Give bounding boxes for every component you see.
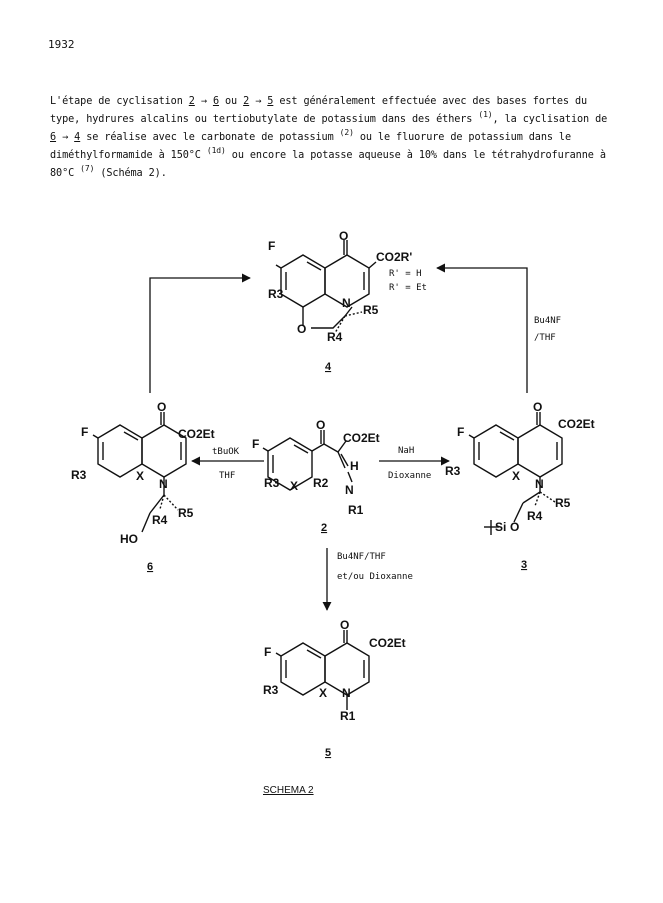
text-run: se réalise avec le carbonate de potassium — [80, 132, 340, 143]
text-run: ou — [218, 96, 244, 107]
reagent-label: THF — [219, 471, 236, 481]
r-prime-option: R' = Et — [389, 283, 427, 293]
atom-label: N — [345, 483, 354, 497]
atom-label: R3 — [264, 476, 280, 490]
atom-label: CO2Et — [178, 427, 215, 441]
arrow-3-to-4 — [437, 268, 527, 393]
atom-label: X — [290, 479, 299, 493]
atom-label: HO — [120, 532, 138, 546]
text-run: est généralement effectuée avec des bases fortes du type, hydrures alcalins ou tertiobutylate de potassium dans des éthers — [50, 96, 588, 125]
atom-label: O — [297, 322, 307, 336]
reagent-label: /THF — [534, 333, 556, 343]
atom-label: R3 — [268, 287, 284, 301]
compound-ref: 6 — [50, 132, 57, 143]
atom-label: R4 — [327, 330, 343, 344]
atom-label: F — [264, 645, 272, 659]
compound-number: 2 — [321, 522, 328, 534]
r-prime-option: R' = H — [389, 269, 422, 279]
reagent-label: Bu4NF — [534, 316, 562, 326]
reagent-label: tBuOK — [212, 447, 240, 457]
atom-label: F — [81, 425, 89, 439]
compound-3-labels — [445, 400, 595, 534]
atom-label: O — [533, 400, 543, 414]
text-run: (Schéma 2). — [94, 168, 167, 179]
arrow-glyph: → — [56, 132, 75, 143]
compound-number: 6 — [147, 561, 154, 573]
citation: (1) — [478, 110, 493, 119]
arrow-6-to-4 — [150, 278, 250, 393]
atom-label: N — [159, 477, 168, 491]
citation: (1d) — [206, 146, 226, 155]
atom-label: N — [535, 477, 544, 491]
compound-6-labels — [71, 400, 215, 546]
arrow-glyph: → — [194, 96, 213, 107]
atom-label: F — [252, 437, 260, 451]
atom-label: R5 — [363, 303, 379, 317]
atom-label: O — [316, 418, 326, 432]
text-run: ou encore la potasse aqueuse à 10% dans le tétrahydrofuranne à 80°C — [50, 150, 606, 179]
atom-label: O — [157, 400, 167, 414]
reagent-label: Bu4NF/THF — [337, 552, 386, 562]
atom-label: N — [342, 686, 351, 700]
atom-label: O — [339, 229, 349, 243]
arrow-glyph: → — [249, 96, 268, 107]
compound-ref: 4 — [74, 132, 81, 143]
compound-4-structure — [276, 240, 376, 333]
atom-label: CO2Et — [343, 431, 380, 445]
atom-label: X — [512, 469, 521, 483]
atom-label: R5 — [555, 496, 571, 510]
reagent-label: et/ou Dioxanne — [337, 572, 413, 582]
compound-2-labels — [252, 418, 380, 517]
atom-label: H — [350, 459, 359, 473]
reagent-label: Dioxanne — [388, 471, 432, 481]
atom-label: CO2Et — [558, 417, 595, 431]
compound-number: 4 — [325, 361, 332, 373]
atom-label: O — [510, 520, 520, 534]
compound-number: 5 — [325, 747, 332, 759]
atom-label: F — [457, 425, 465, 439]
atom-label: R3 — [71, 468, 87, 482]
atom-label: O — [340, 618, 350, 632]
text-run: ou le fluorure de potassium dans le diméthylformamide à 150°C — [50, 132, 571, 161]
atom-label: R2 — [313, 476, 329, 490]
compound-ref: 5 — [267, 96, 274, 107]
atom-label: N — [342, 296, 351, 310]
text-run: L'étape de cyclisation — [50, 96, 189, 107]
atom-label: X — [136, 469, 145, 483]
compound-ref: 2 — [243, 96, 250, 107]
atom-label: R1 — [340, 709, 356, 723]
atom-label: R3 — [445, 464, 461, 478]
atom-label: R4 — [152, 513, 168, 527]
reagent-label: NaH — [398, 446, 415, 456]
compound-number: 3 — [521, 559, 528, 571]
scheme-caption: SCHEMA 2 — [263, 785, 314, 796]
atom-label: F — [268, 239, 276, 253]
page-number: 1932 — [48, 38, 75, 51]
text-run: , la cyclisation de — [492, 114, 608, 125]
atom-label: X — [319, 686, 328, 700]
atom-label: CO2Et — [369, 636, 406, 650]
atom-label: R5 — [178, 506, 194, 520]
citation: (7) — [80, 164, 95, 173]
atom-label: R3 — [263, 683, 279, 697]
atom-label: R1 — [348, 503, 364, 517]
atom-label: CO2R' — [376, 250, 413, 264]
citation: (2) — [339, 128, 354, 137]
compound-5-labels — [263, 618, 406, 723]
compound-ref: 2 — [188, 96, 195, 107]
atom-label: R4 — [527, 509, 543, 523]
compound-ref: 6 — [212, 96, 219, 107]
atom-label: Si — [495, 520, 507, 534]
